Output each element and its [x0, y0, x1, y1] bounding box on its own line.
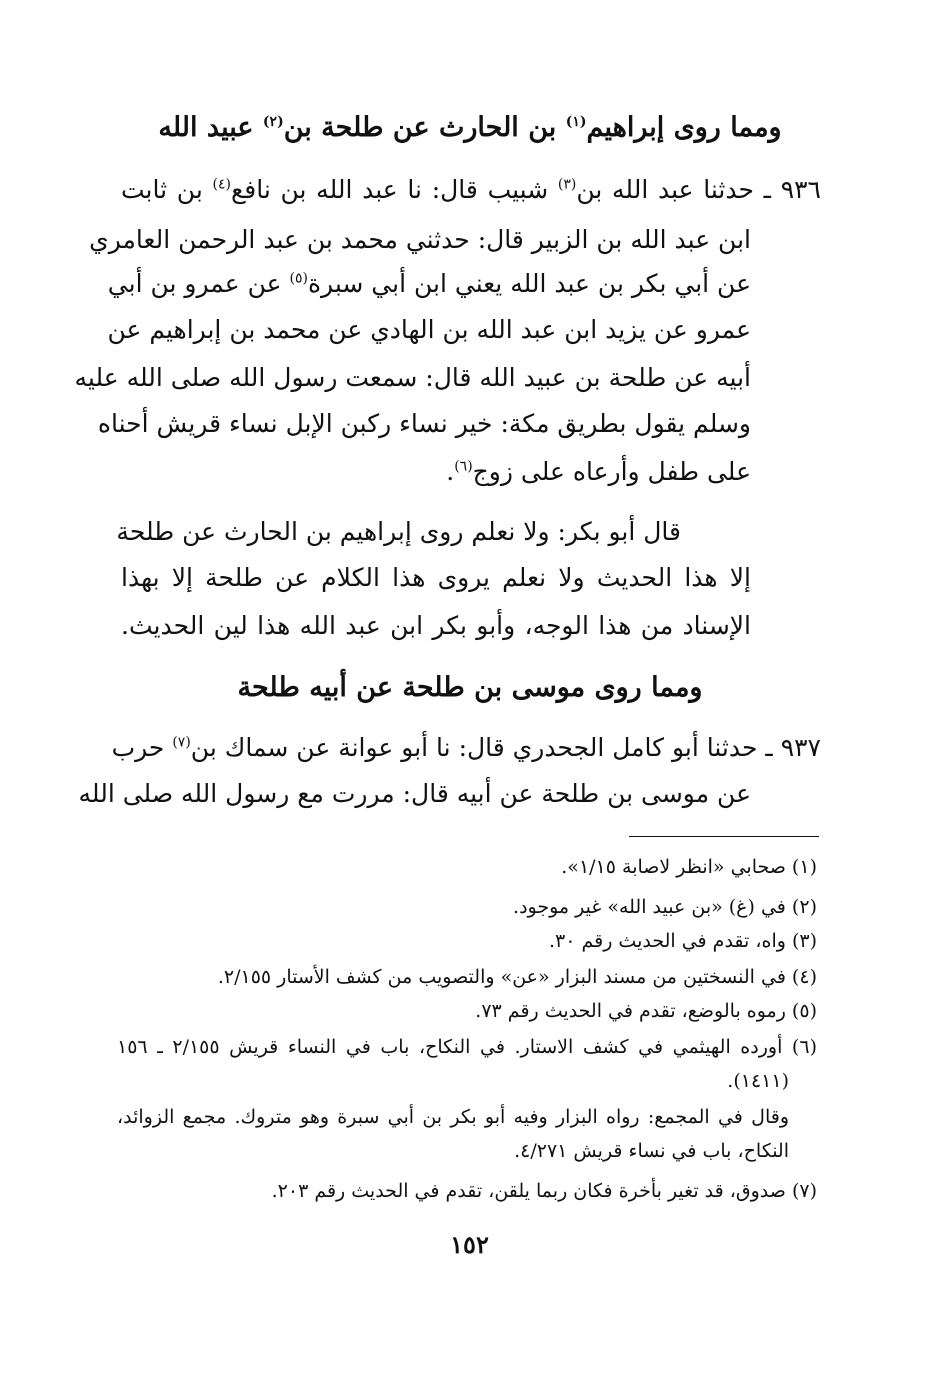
- footnote-4: (٤) في النسختين من مسند البزار «عن» والتصويب من كشف الأستار ٢/١٥٥.: [217, 966, 817, 988]
- text: شبيب قال: نا عبد الله بن نافع: [230, 175, 558, 204]
- footnote-ref: (٢): [262, 114, 284, 130]
- heading-text: بن الحارث عن طلحة بن: [283, 112, 566, 143]
- footnote-ref: (٤): [212, 176, 231, 193]
- hadith-936-line: عمرو عن يزيد ابن عبد الله بن الهادي عن محمد بن إبراهيم عن: [107, 315, 751, 344]
- hadith-936-line: وسلم يقول بطريق مكة: خير نساء ركبن الإبل نساء قريش أحناه: [97, 409, 751, 438]
- text: حرب: [111, 733, 173, 762]
- text: على طفل وأرعاه على زوج: [472, 457, 751, 486]
- footnote-5: (٥) رموه بالوضع، تقدم في الحديث رقم ٧٣.: [475, 1000, 817, 1022]
- commentary-line: قال أبو بكر: ولا نعلم روى إبراهيم بن الحارث عن طلحة: [116, 517, 681, 546]
- heading-text: عبيد الله: [158, 112, 263, 143]
- hadith-936-line: أبيه عن طلحة بن عبيد الله قال: سمعت رسول الله صلى الله عليه: [74, 363, 751, 392]
- footnote-ref: (٥): [289, 270, 308, 287]
- hadith-937-line: [111, 732, 821, 764]
- section-heading-musa: ومما روى موسى بن طلحة عن أبيه طلحة: [237, 672, 703, 703]
- footnote-6-continued: (١٤١١).: [727, 1070, 789, 1092]
- hadith-936-line: [446, 456, 751, 488]
- hadith-937-line: عن موسى بن طلحة عن أبيه قال: مررت مع رسول الله صلى الله: [78, 779, 751, 808]
- page-number: ١٥٢: [450, 1230, 489, 1259]
- footnote-ref: (٧): [172, 734, 191, 751]
- footnote-divider: [629, 836, 819, 837]
- commentary-line: الإسناد من هذا الوجه، وأبو بكر ابن عبد الله هذا لين الحديث.: [121, 611, 751, 640]
- footnote-7: (٧) صدوق، قد تغير بأخرة فكان ربما يلقن، تقدم في الحديث رقم ٢٠٣.: [271, 1180, 817, 1202]
- footnote-ref: (١): [565, 114, 587, 130]
- hadith-936-line: [107, 268, 751, 300]
- commentary-line: إلا هذا الحديث ولا نعلم يروى هذا الكلام عن طلحة إلا بهذا: [121, 563, 751, 592]
- heading-text: ومما روى إبراهيم: [586, 112, 782, 143]
- text: عن أبي بكر بن عبد الله يعني ابن أبي سبرة: [307, 269, 751, 298]
- text: بن ثابت: [121, 175, 213, 204]
- footnote-6-continued: النكاح، باب في نساء قريش ٤/٢٧١.: [514, 1140, 789, 1162]
- text: ٩٣٦ ـ حدثنا عبد الله بن: [576, 175, 821, 204]
- footnote-3: (٣) واه، تقدم في الحديث رقم ٣٠.: [548, 930, 817, 952]
- section-heading-ibrahim: [110, 112, 830, 143]
- footnote-1: (١) صحابي «انظر لاصابة ١/١٥».: [561, 856, 817, 878]
- text: عن عمرو بن أبي: [107, 269, 290, 298]
- hadith-936-line: ابن عبد الله بن الزبير قال: حدثني محمد بن عبد الرحمن العامري: [89, 225, 751, 254]
- text: .: [446, 457, 455, 486]
- footnote-6: (٦) أورده الهيثمي في كشف الاستار. في النكاح، باب في النساء قريش ٢/١٥٥ ـ ١٥٦: [117, 1036, 817, 1058]
- footnote-ref: (٦): [454, 458, 473, 475]
- text: ٩٣٧ ـ حدثنا أبو كامل الجحدري قال: نا أبو عوانة عن سماك بن: [190, 733, 821, 762]
- footnote-2: (٢) في (غ) «بن عبيد الله» غير موجود.: [513, 896, 817, 918]
- footnote-6-continued: وقال في المجمع: رواه البزار وفيه أبو بكر بن أبي سبرة وهو متروك. مجمع الزوائد،: [117, 1106, 789, 1128]
- hadith-936-line: [121, 174, 821, 206]
- footnote-ref: (٣): [557, 176, 577, 193]
